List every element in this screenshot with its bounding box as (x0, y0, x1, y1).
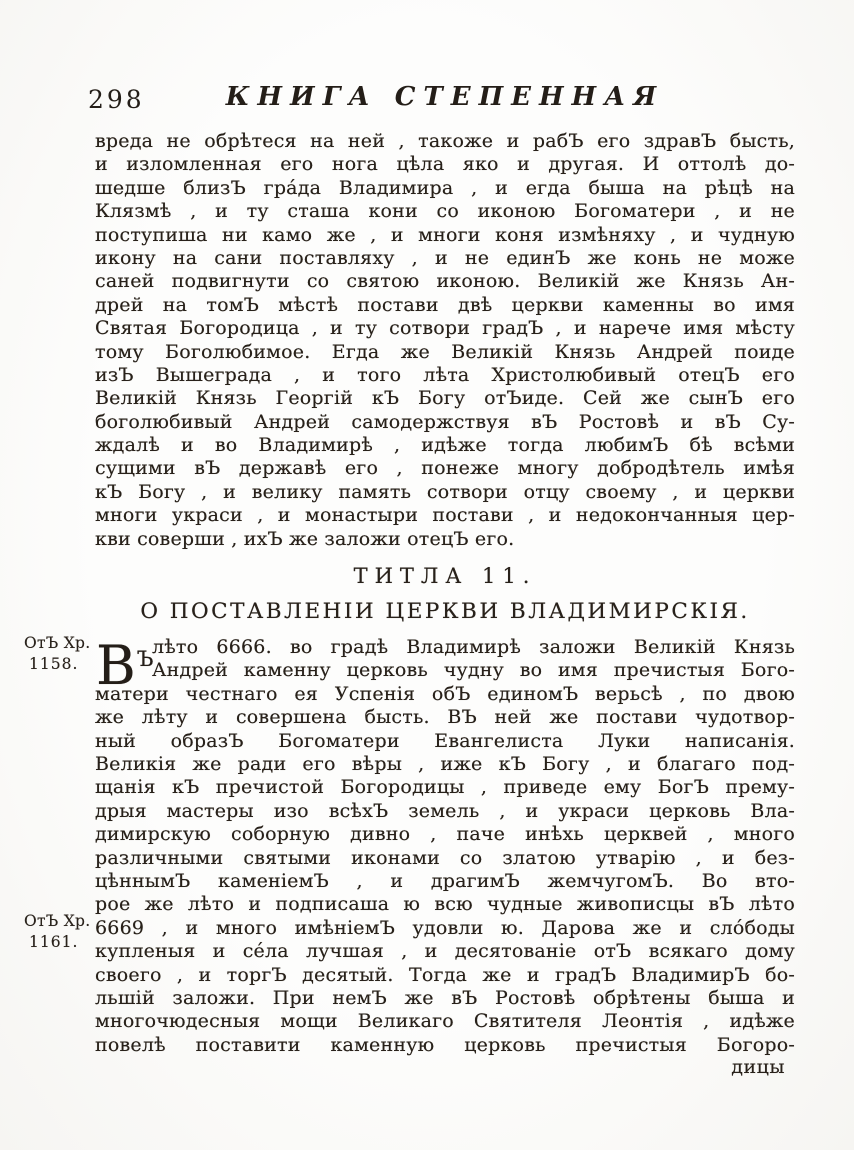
text-line: дрыя мастеры изо всѣхЪ земель , и украси церковь Вла- (95, 799, 795, 822)
text-line: матери честнаго ея Успенія обЪ единомЪ верьсѣ , по двою (95, 682, 795, 705)
page-header (0, 82, 854, 112)
text-line: шедше близЪ гра́да Владимира , и егда быша на рѣцѣ на (95, 176, 795, 199)
text-line: Великій Князь Георгій кЪ Богу отЪиде. Сей же сынЪ его (95, 387, 795, 410)
running-head-title: КНИГА СТЕПЕННАЯ (225, 82, 665, 112)
text-line: димирскую соборную дивно , паче инѣхь церквей , много (95, 823, 795, 846)
text-line: икону на сани поставляху , и не единЪ же конь не може (95, 246, 795, 269)
text-line: сущими вЪ державѣ его , понеже многу добродѣтель имѣя (95, 457, 795, 480)
paragraph-continuation (95, 130, 795, 551)
text-line: боголюбивый Андрей самодержствуя вЪ Ростовѣ и вЪ Су- (95, 410, 795, 433)
text-line: поступиша ни камо же , и многи коня измѣняху , и чудную (95, 223, 795, 246)
text-line: повелѣ поставити каменную церковь пречистыя Богоро- (95, 1033, 795, 1056)
margin-note-year: 1158. (29, 655, 79, 673)
text-line: дрей на томЪ мѣстѣ постави двѣ церкви каменны во имя (95, 293, 795, 316)
margin-note-date-1158 (24, 633, 96, 675)
main-text-column (95, 130, 795, 1057)
text-line: щанія кЪ пречистой Богородицы , приведе ему БогЪ прему- (95, 776, 795, 799)
text-line: льшій заложи. При немЪ же вЪ Ростовѣ обрѣтены быша и (95, 986, 795, 1009)
text-line: различными святыми иконами со златою утварію , и без- (95, 846, 795, 869)
text-line: же лѣту и совершена бысть. ВЪ ней же постави чудотвор- (95, 706, 795, 729)
text-line: Клязмѣ , и ту сташа кони со иконою Богоматери , и не (95, 200, 795, 223)
margin-note-year: 1161. (29, 933, 79, 951)
margin-note-prefix: ОтЪ Хр. (24, 912, 91, 930)
text-line: саней подвигнути со святою иконою. Великій же Князь Ан- (95, 270, 795, 293)
drop-cap-superscript: Ъ (136, 647, 154, 672)
text-line: ный образЪ Богоматери Евангелиста Луки написанія. (95, 729, 795, 752)
text-line: тому Боголюбимое. Егда же Великій Князь Андрей поиде (95, 340, 795, 363)
text-line: кЪ Богу , и велику память сотвори отцу своему , и церкви (95, 480, 795, 503)
text-line: рое же лѣто и подписаша ю всю чудные живописцы вЪ лѣто (95, 893, 795, 916)
text-line: многочюдесныя мощи Великаго Святителя Леонтія , идѣже (95, 1010, 795, 1033)
text-line: цѣннымЪ каменіемЪ , и драгимЪ жемчугомЪ. Во вто- (95, 869, 795, 892)
text-line: 6669 , и много имѣніемЪ удовли ю. Дарова же и сло́боды (95, 916, 795, 939)
text-line: Великія же ради его вѣры , иже кЪ Богу , и благаго под- (95, 752, 795, 775)
text-line: и изломленная его нога цѣла яко и другая. И оттолѣ до- (95, 153, 795, 176)
text-line: кви соверши , ихЪ же заложи отецЪ его. (95, 527, 515, 550)
paragraph-section-body (95, 636, 795, 1057)
text-line: своего , и торгЪ десятый. Тогда же и градЪ ВладимирЪ бо- (95, 963, 795, 986)
text-line: ждалѣ и во Владимирѣ , идѣже тогда любимЪ бѣ всѣми (95, 434, 795, 457)
margin-note-date-1161 (24, 911, 96, 953)
text-line: изЪ Вышеграда , и того лѣта Христолюбивый отецЪ его (95, 363, 795, 386)
page-number: 298 (88, 85, 145, 114)
margin-note-prefix: ОтЪ Хр. (24, 634, 91, 652)
text-line: вреда не обрѣтеся на ней , такоже и рабЪ его здравЪ бысть, (95, 130, 795, 152)
text-line: многи украси , и монастыри постави , и недокончанныя цер- (95, 504, 795, 527)
drop-cap-letter: $В^Ъ$ (96, 634, 154, 698)
text-line: лѣто 6666. во градѣ Владимирѣ заложи Великій Князь (152, 636, 795, 659)
text-line: Андрей каменну церковь чудну во имя пречистыя Бого- (152, 659, 795, 682)
text-line: Святая Богородица , и ту сотвори градЪ , и нарече имя мѣсту (95, 317, 795, 340)
section-subtitle: О ПОСТАВЛЕНІИ ЦЕРКВИ ВЛАДИМИРСКІЯ. (140, 599, 750, 625)
section-title: ТИТЛА 11. (353, 564, 537, 589)
catchword: дицы (731, 1056, 785, 1078)
text-line: купленыя и се́ла лучшая , и десятованіе отЪ всякаго дому (95, 940, 795, 963)
